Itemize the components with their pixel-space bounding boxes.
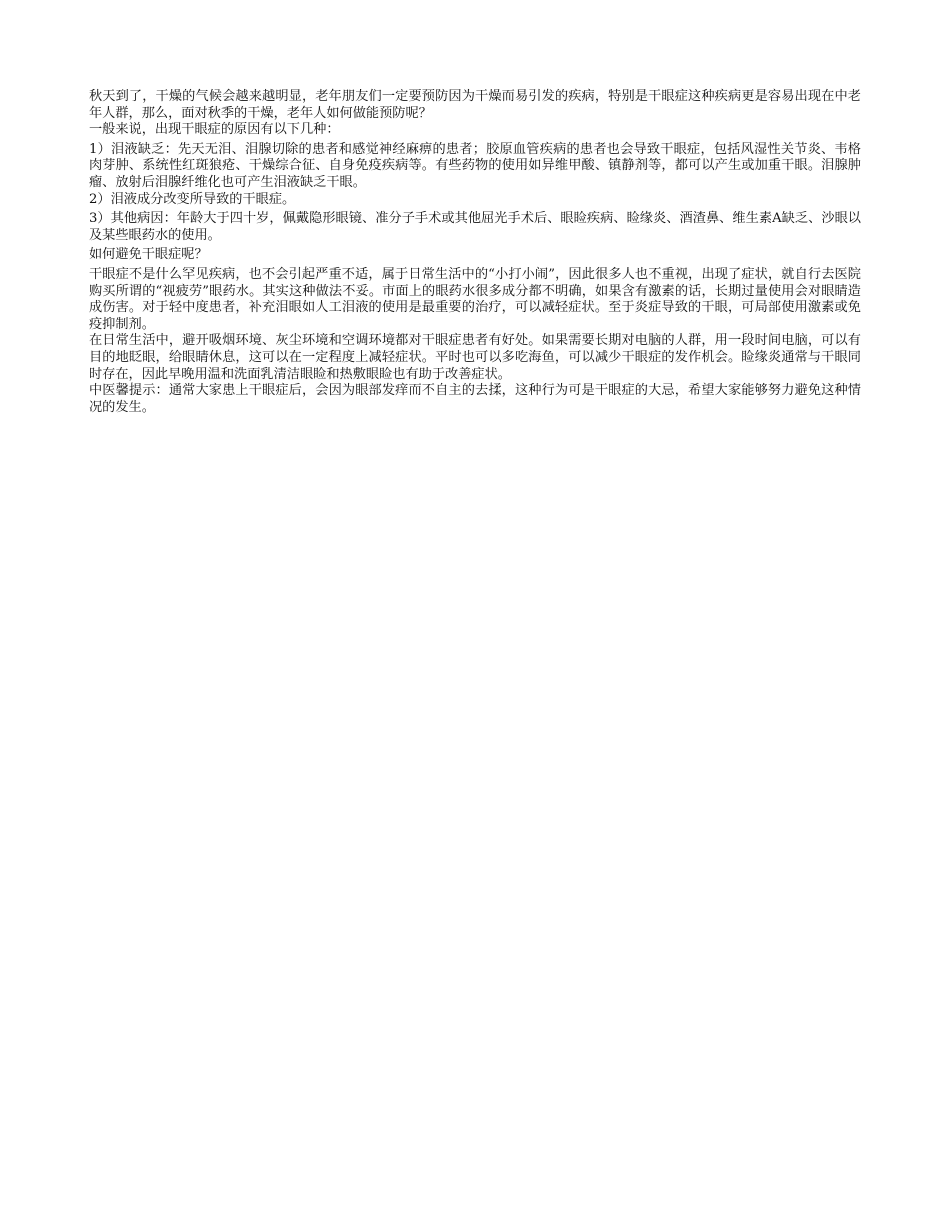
cause-3-paragraph: 3）其他病因：年龄大于四十岁，佩戴隐形眼镜、准分子手术或其他屈光手术后、眼睑疾病、睑缘炎、酒渣鼻、维生素A缺乏、沙眼以及某些眼药水的使用。 [89,211,861,243]
prevention-heading: 如何避免干眼症呢？ [89,247,208,263]
cause-1-paragraph: 1）泪液缺乏：先天无泪、泪腺切除的患者和感觉神经麻痹的患者；胶原血管疾病的患者也会导致干眼症，包括风湿性关节炎、韦格肉芽肿、系统性红斑狼疮、干燥综合征、自身免疫疾病等。有些药物的使用如异维甲酸、镇静剂等，都可以产生或加重干眼。泪腺肿瘤、放射后泪腺纤维化也可产生泪液缺乏干眼。 [89,141,861,190]
cause-2-paragraph: 2）泪液成分改变所导致的干眼症。 [89,191,296,207]
document-body [89,89,861,416]
prevention-paragraph: 干眼症不是什么罕见疾病，也不会引起严重不适，属于日常生活中的“小打小闹”，因此很多人也不重视，出现了症状，就自行去医院购买所谓的“视疲劳”眼药水。其实这种做法不妥。市面上的眼药水很多成分都不明确，如果含有激素的话，长期过量使用会对眼睛造成伤害。对于轻中度患者，补充泪眼如人工泪液的使用是最重要的治疗，可以减轻症状。至于炎症导致的干眼，可局部使用激素或免疫抑制剂。 [89,266,861,332]
causes-heading: 一般来说，出现干眼症的原因有以下几种： [89,122,340,138]
intro-paragraph: 秋天到了，干燥的气候会越来越明显，老年朋友们一定要预防因为干燥而易引发的疾病，特别是干眼症这种疾病更是容易出现在中老年人群，那么，面对秋季的干燥，老年人如何做能预防呢？ [89,89,861,121]
daily-life-paragraph: 在日常生活中，避开吸烟环境、灰尘环境和空调环境都对干眼症患者有好处。如果需要长期对电脑的人群，用一段时间电脑，可以有目的地眨眼，给眼睛休息，这可以在一定程度上减轻症状。平时也可以多吃海鱼，可以减少干眼症的发作机会。睑缘炎通常与干眼同时存在，因此早晚用温和洗面乳清洁眼睑和热敷眼睑也有助于改善症状。 [89,333,861,382]
tip-paragraph: 中医馨提示：通常大家患上干眼症后，会因为眼部发痒而不自主的去揉，这种行为可是干眼症的大忌，希望大家能够努力避免这种情况的发生。 [89,383,861,415]
